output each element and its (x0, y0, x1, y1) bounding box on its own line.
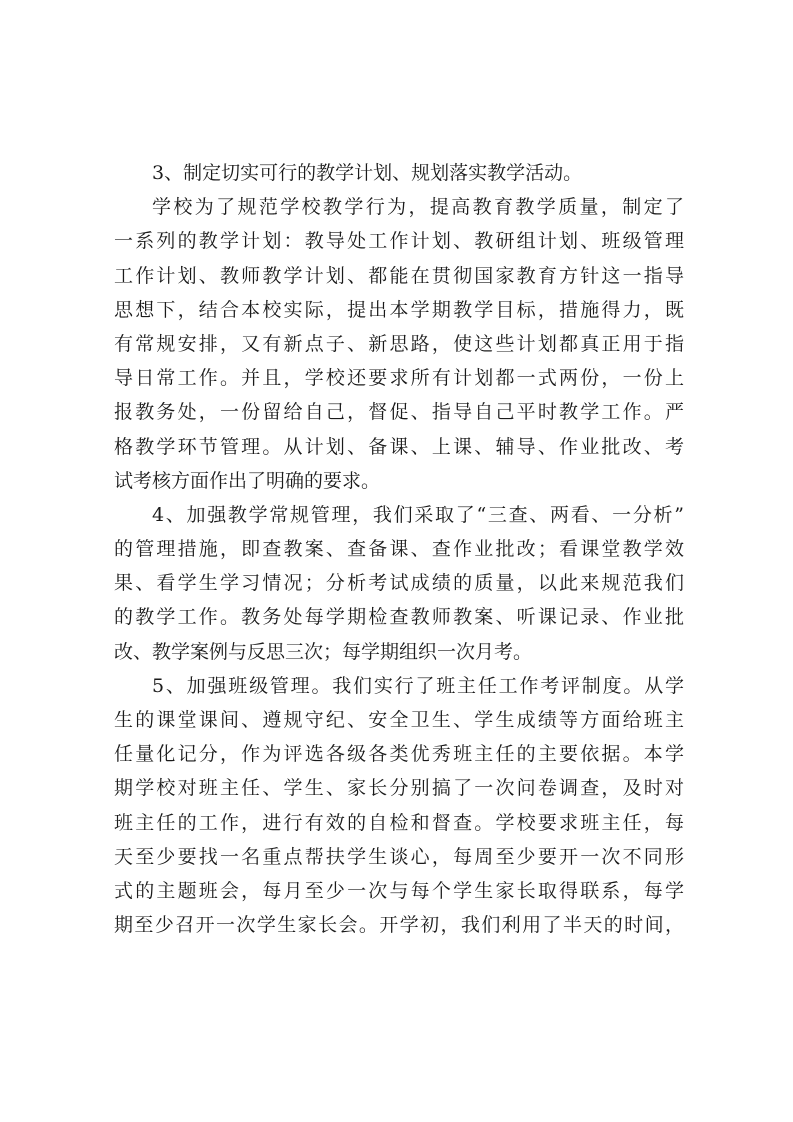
paragraph-3-line-3: 果、看学生学习情况；分析考试成绩的质量，以此来规范我们 (114, 572, 684, 595)
paragraph-2-line-2: 一系列的教学计划：教导处工作计划、教研组计划、班级管理 (114, 230, 684, 253)
paragraph-4-line-7: 式的主题班会，每月至少一次与每个学生家长取得联系，每学 (114, 879, 684, 902)
document-body (114, 156, 684, 942)
paragraph-4-line-4: 期学校对班主任、学生、家长分别搞了一次问卷调查，及时对 (114, 777, 684, 800)
paragraph-4-line-8: 期至少召开一次学生家长会。开学初，我们利用了半天的时间， (114, 914, 684, 937)
paragraph-2-line-5: 有常规安排，又有新点子、新思路，使这些计划都真正用于指 (114, 332, 684, 355)
paragraph-2-line-7: 报教务处，一份留给自己，督促、指导自己平时教学工作。严 (114, 401, 684, 424)
paragraph-4-line-3: 任量化记分，作为评选各级各类优秀班主任的主要依据。本学 (114, 743, 684, 766)
paragraph-4-line-1: 5、加强班级管理。我们实行了班主任工作考评制度。从学 (152, 674, 684, 697)
paragraph-1-line-1: 3、制定切实可行的教学计划、规划落实教学活动。 (152, 162, 583, 184)
paragraph-4-line-2: 生的课堂课间、遵规守纪、安全卫生、学生成绩等方面给班主 (114, 709, 684, 731)
paragraph-2-line-3: 工作计划、教师教学计划、都能在贯彻国家教育方针这一指导 (114, 264, 684, 287)
paragraph-2-line-6: 导日常工作。并且，学校还要求所有计划都一式两份，一份上 (114, 367, 684, 390)
paragraph-2-line-8: 格教学环节管理。从计划、备课、上课、辅导、作业批改、考 (114, 435, 684, 458)
paragraph-3-line-4: 的教学工作。教务处每学期检查教师教案、听课记录、作业批 (114, 606, 684, 629)
paragraph-3-line-2: 的管理措施，即查教案、查备课、查作业批改；看课堂教学效 (114, 538, 684, 561)
paragraph-2-line-9: 试考核方面作出了明确的要求。 (114, 469, 381, 492)
paragraph-4-line-5: 班主任的工作，进行有效的自检和督查。学校要求班主任，每 (114, 811, 684, 834)
paragraph-3-line-1: 4、加强教学常规管理，我们采取了“三查、两看、一分析” (152, 503, 684, 526)
paragraph-3-line-5: 改、教学案例与反思三次；每学期组织一次月考。 (114, 640, 533, 663)
paragraph-2-line-1: 学校为了规范学校教学行为，提高教育教学质量，制定了 (152, 196, 684, 219)
paragraph-4-line-6: 天至少要找一名重点帮扶学生谈心，每周至少要开一次不同形 (114, 845, 684, 868)
paragraph-2-line-4: 思想下，结合本校实际，提出本学期教学目标，措施得力，既 (114, 298, 684, 321)
